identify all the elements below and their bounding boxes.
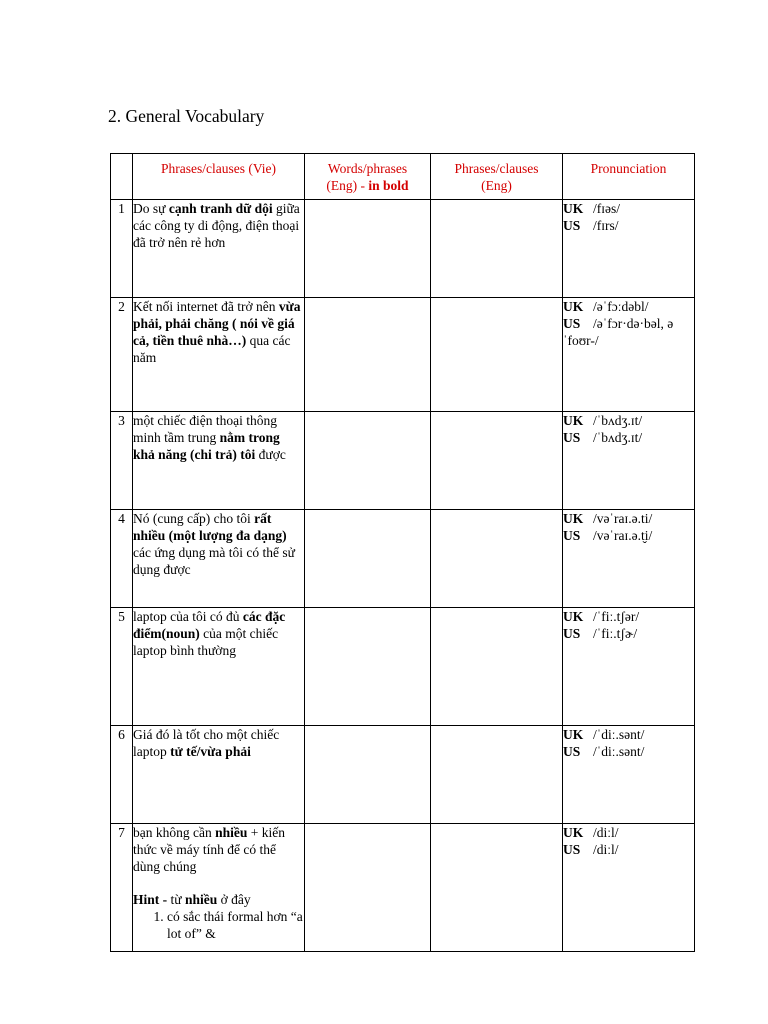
uk-ipa: /fɪəs/ [593, 201, 620, 216]
key-phrase: rất nhiều (một lượng đa dạng) [133, 511, 287, 543]
uk-pronunciation [563, 824, 694, 841]
uk-ipa: /ˈdiː.sənt/ [593, 727, 645, 742]
row-number: 5 [111, 608, 133, 726]
uk-pronunciation [563, 726, 694, 743]
phrase-text: các ứng dụng mà tôi có thể sử dụng được [133, 545, 295, 577]
header-eng-words: Words/phrases (Eng) - in bold [305, 154, 431, 200]
header-eng-phrases: Phrases/clauses (Eng) [431, 154, 563, 200]
eng-phrases-cell [431, 726, 563, 824]
us-ipa: /vəˈraɪ.ə.t̬i/ [593, 528, 653, 543]
us-ipa: /ˈdiː.sənt/ [593, 744, 645, 759]
eng-words-cell [305, 298, 431, 412]
phrase-text: Do sự [133, 201, 169, 216]
eng-words-cell [305, 726, 431, 824]
key-phrase: vừa phải, phải chăng ( nói về giá cả, tiền thuê nhà…) [133, 299, 301, 348]
us-ipa: /ˈbʌdʒ.ɪt/ [593, 430, 643, 445]
uk-label: UK [563, 413, 584, 428]
phrase-text: qua các năm [133, 333, 291, 365]
header-vie: Phrases/clauses (Vie) [133, 154, 305, 200]
us-ipa: /diːl/ [593, 842, 619, 857]
table-row [111, 200, 695, 298]
table-row [111, 726, 695, 824]
eng-phrases-cell [431, 412, 563, 510]
eng-words-cell [305, 510, 431, 608]
key-phrase: nhiều [215, 825, 248, 840]
eng-words-cell [305, 608, 431, 726]
us-pronunciation [563, 625, 694, 642]
header-pronunciation: Pronunciation [563, 154, 695, 200]
eng-phrases-cell [431, 824, 563, 952]
row-number: 6 [111, 726, 133, 824]
uk-pronunciation [563, 412, 694, 429]
key-phrase: cạnh tranh dữ dội [168, 201, 273, 216]
vietnamese-phrase [133, 298, 305, 412]
phrase-text: Nó (cung cấp) cho tôi [133, 511, 255, 526]
phrase-text: Kết nối internet đã trở nên [133, 299, 279, 314]
uk-pronunciation [563, 608, 694, 625]
us-ipa: /fɪrs/ [593, 218, 619, 233]
vietnamese-phrase [133, 608, 305, 726]
pronunciation-cell [563, 608, 695, 726]
phrase-text: giữa các công ty di động, điện thoại đã trở nên rẻ hơn [133, 201, 300, 250]
pronunciation-cell [563, 726, 695, 824]
table-row [111, 298, 695, 412]
uk-label: UK [563, 201, 584, 216]
uk-ipa: /ˈfiː.tʃər/ [593, 609, 640, 624]
eng-words-cell [305, 200, 431, 298]
row-number: 7 [111, 824, 133, 952]
us-pronunciation [563, 743, 694, 760]
header-num [111, 154, 133, 200]
uk-ipa: /diːl/ [593, 825, 619, 840]
table-row [111, 608, 695, 726]
us-label: US [563, 528, 581, 543]
row-number: 1 [111, 200, 133, 298]
table-row [111, 510, 695, 608]
eng-phrases-cell [431, 200, 563, 298]
uk-pronunciation [563, 298, 694, 315]
uk-pronunciation [563, 200, 694, 217]
phrase-text: bạn không cần [133, 825, 216, 840]
pronunciation-cell [563, 200, 695, 298]
row-number: 2 [111, 298, 133, 412]
eng-phrases-cell [431, 298, 563, 412]
uk-label: UK [563, 609, 584, 624]
hint-text: ở đây [217, 892, 251, 907]
page-title: 2. General Vocabulary [108, 106, 265, 126]
us-label: US [563, 626, 581, 641]
hint-text: từ [167, 892, 185, 907]
pronunciation-cell [563, 824, 695, 952]
key-phrase: tử tế/vừa phải [170, 744, 251, 759]
us-ipa: /ˈfiː.tʃɚ/ [593, 626, 638, 641]
phrase-text: laptop của tôi có đủ [133, 609, 243, 624]
table-row [111, 412, 695, 510]
key-phrase: các đặc điểm(noun) [133, 609, 286, 641]
hint-list [133, 908, 304, 942]
vietnamese-phrase [133, 824, 305, 952]
row-number: 4 [111, 510, 133, 608]
us-label: US [563, 744, 581, 759]
us-pronunciation [563, 527, 694, 544]
uk-label: UK [563, 727, 584, 742]
eng-words-cell [305, 824, 431, 952]
phrase-text: một chiếc điện thoại thông minh tầm trung [133, 413, 277, 445]
us-label: US [563, 842, 581, 857]
pronunciation-cell [563, 412, 695, 510]
table-row [111, 824, 695, 952]
phrase-text: Giá đó là tốt cho một chiếc laptop [133, 727, 280, 759]
eng-phrases-cell [431, 608, 563, 726]
uk-label: UK [563, 511, 584, 526]
vietnamese-phrase [133, 726, 305, 824]
uk-label: UK [563, 825, 584, 840]
phrase-text: của một chiếc laptop bình thường [133, 626, 279, 658]
uk-ipa: /ˈbʌdʒ.ɪt/ [593, 413, 643, 428]
eng-phrases-cell [431, 510, 563, 608]
uk-label: UK [563, 299, 584, 314]
hint-note [133, 891, 304, 942]
us-ipa: /əˈfɔr·də·bəl, əˈfoʊr-/ [563, 316, 674, 348]
eng-words-cell [305, 412, 431, 510]
pronunciation-cell [563, 510, 695, 608]
vietnamese-phrase [133, 412, 305, 510]
phrase-text: + kiến thức về máy tính để có thể dùng chúng [133, 825, 285, 874]
phrase-text: được [255, 447, 286, 462]
vietnamese-phrase [133, 200, 305, 298]
pronunciation-cell [563, 298, 695, 412]
us-label: US [563, 316, 581, 331]
us-pronunciation [563, 315, 694, 349]
us-label: US [563, 430, 581, 445]
us-pronunciation [563, 217, 694, 234]
us-pronunciation [563, 841, 694, 858]
us-label: US [563, 218, 581, 233]
uk-ipa: /vəˈraɪ.ə.ti/ [593, 511, 653, 526]
table-header-row [111, 154, 695, 200]
hint-list-item: 1. có sắc thái formal hơn “a lot of” & [167, 908, 304, 942]
vocabulary-table [110, 153, 695, 952]
vietnamese-phrase [133, 510, 305, 608]
hint-word: nhiều [184, 892, 218, 907]
row-number: 3 [111, 412, 133, 510]
key-phrase: nằm trong khả năng (chi trả) tôi [133, 430, 280, 462]
hint-label: Hint - [133, 892, 168, 907]
uk-pronunciation [563, 510, 694, 527]
us-pronunciation [563, 429, 694, 446]
uk-ipa: /əˈfɔːdəbl/ [593, 299, 649, 314]
